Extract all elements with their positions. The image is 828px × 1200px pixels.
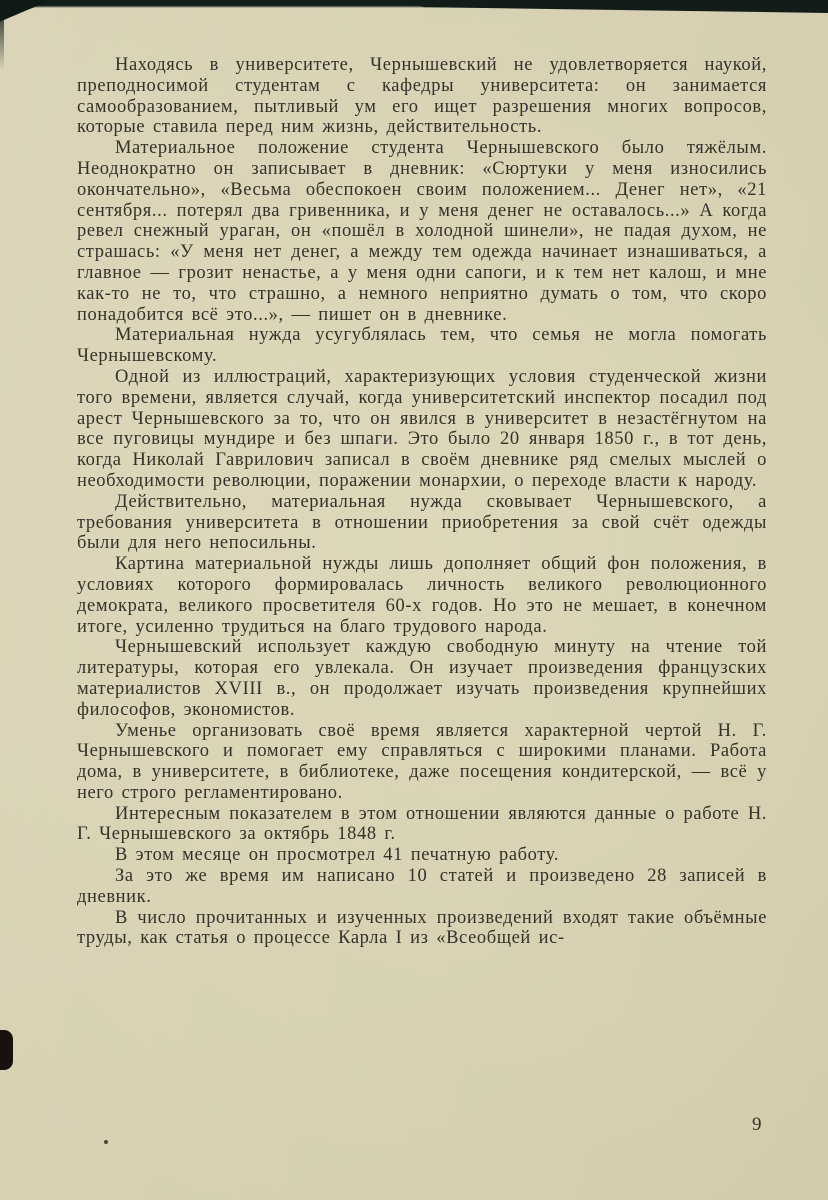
paragraph: За это же время им написано 10 статей и произведено 28 записей в дневник.: [77, 866, 767, 907]
margin-print-mark: [0, 1030, 13, 1070]
paragraph: Действительно, материальная нужда сковывает Чернышевского, а требования университета в отношении приобретения за свой счёт одежды были для него непосильны.: [77, 491, 767, 554]
paragraph: В число прочитанных и изученных произведений входят такие объёмные труды, как статья о процессе Карла I из «Всеобщей ис-: [77, 907, 767, 949]
paragraph: Интересным показателем в этом отношении являются данные о работе Н. Г. Чернышевского за октябрь 1848 г.: [77, 803, 767, 845]
paragraph: Картина материальной нужды лишь дополняет общий фон положения, в условиях которого формировалась личность великого революционного демократа, великого просветителя 60-х годов. Но это не мешает, в конечном итоге, усиленно трудиться на благо трудового народа.: [77, 554, 767, 637]
page-number: 9: [752, 1114, 762, 1135]
paper-speckle: [104, 1140, 108, 1144]
scan-edge-top-right: [398, 0, 828, 13]
paragraph: Чернышевский использует каждую свободную минуту на чтение той литературы, которая его увлекала. Он изучает произведения французских материалистов XVIII в., он продолжает изучать произведения крупнейших философов, экономистов.: [77, 637, 767, 720]
paragraph: Находясь в университете, Чернышевский не удовлетворяется наукой, преподносимой студентам с кафедры университета: он занимается самообразованием, пытливый ум его ищет разрешения многих вопросов, которые ставила перед ним жизнь, действительность.: [77, 55, 767, 138]
paragraph: Уменье организовать своё время является характерной чертой Н. Г. Чернышевского и помогает ему справляться с широкими планами. Работа дома, в университете, в библиотеке, даже посещения кондитерской, — всё у него строго регламентировано.: [77, 720, 767, 803]
paragraph: В этом месяце он просмотрел 41 печатную работу.: [115, 845, 559, 866]
paragraph: Одной из иллюстраций, характеризующих условия студенческой жизни того времени, является случай, когда университетский инспектор посадил под арест Чернышевского за то, что он явился в университет в незастёгнутом на все пуговицы мундире и без шпаги. Это было 20 января 1850 г., в тот день, когда Николай Гаврилович записал в своём дневнике ряд смелых мыслей о необходимости революции, поражении монархии, о переходе власти к народу.: [77, 366, 767, 491]
paragraph: Материальное положение студента Чернышевского было тяжёлым. Неоднократно он записывает в дневник: «Сюртуки у меня износились окончательно», «Весьма обеспокоен своим положением... Денег нет», «21 сентября... потерял два гривенника, и у меня денег не оставалось...» А когда ревел снежный ураган, он «пошёл в холодной шинели», не падая духом, не страшась: «У меня нет денег, а между тем одежда начинает изнашиваться, а главное — грозит ненастье, а у меня одни сапоги, и к тем нет калош, и мне как-то не то, что страшно, а немного неприятно думать о том, что скоро понадобится всё это...», — пишет он в дневнике.: [77, 138, 767, 325]
scan-edge-left: [0, 0, 4, 70]
paragraph: Материальная нужда усугублялась тем, что семья не могла помогать Чернышевскому.: [77, 325, 767, 367]
page-text: [77, 55, 767, 949]
